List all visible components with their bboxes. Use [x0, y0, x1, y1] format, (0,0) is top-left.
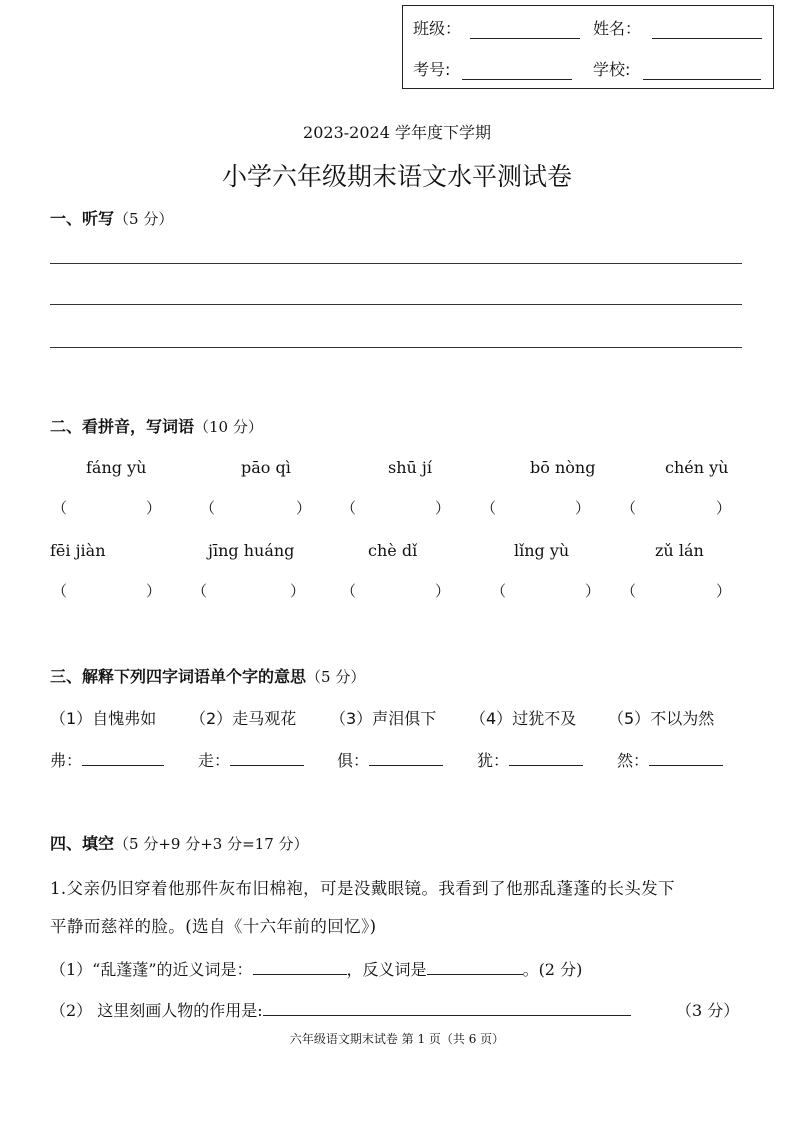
class-field[interactable] [470, 38, 580, 39]
dictation-line-3[interactable] [50, 347, 742, 348]
synonym-blank[interactable] [253, 960, 347, 975]
paren-open: （ [341, 582, 357, 600]
idiom-number: （3） [330, 709, 373, 728]
question-2 [50, 998, 631, 1021]
char-meaning-blank[interactable] [369, 751, 443, 766]
char-meaning-blank[interactable] [509, 751, 583, 766]
char-label: 俱： [337, 751, 370, 770]
section-2-heading [50, 414, 263, 437]
pinyin-item: jīng huáng [208, 541, 295, 560]
name-field[interactable] [652, 38, 762, 39]
paren-open: （ [621, 499, 637, 517]
pinyin-item: lǐng yù [514, 541, 570, 560]
pinyin-item: bō nòng [530, 458, 596, 477]
char-meaning-item [477, 748, 583, 771]
character-purpose-blank[interactable] [263, 1001, 631, 1016]
char-meaning-item [617, 748, 723, 771]
school-field[interactable] [643, 79, 761, 80]
school-label: 学校: [593, 60, 631, 79]
section-1-title: 一、听写 [50, 209, 115, 228]
idiom-number: （1） [50, 709, 93, 728]
char-label: 走： [198, 751, 231, 770]
question-2-points: （3 分） [676, 1001, 740, 1020]
pinyin-item: fēi jiàn [50, 541, 106, 560]
section-3-title: 三、解释下列四字词语单个字的意思 [50, 667, 307, 686]
idiom-item [190, 706, 296, 729]
char-meaning-item [337, 748, 443, 771]
question-1-mid: ，反义词是 [346, 960, 427, 979]
exam-no-field[interactable] [462, 79, 572, 80]
question-1-prefix: （1）“乱蓬蓬”的近义词是： [50, 960, 253, 979]
pinyin-item: fáng yù [86, 458, 147, 477]
student-info-box [402, 5, 774, 89]
idiom-item [608, 706, 714, 729]
dictation-line-1[interactable] [50, 263, 742, 264]
paren-close: ） [585, 582, 601, 600]
idiom-text: 走马观花 [232, 709, 297, 728]
section-2-points: （10 分） [194, 418, 263, 436]
char-label: 弗： [50, 751, 83, 770]
paren-open: （ [200, 499, 216, 517]
char-meaning-blank[interactable] [82, 751, 164, 766]
paren-close: ） [296, 499, 312, 517]
idiom-item [470, 706, 576, 729]
idiom-item [50, 706, 156, 729]
paren-open: （ [341, 499, 357, 517]
paren-close: ） [435, 582, 451, 600]
idiom-text: 声泪俱下 [372, 709, 437, 728]
section-1-heading [50, 206, 173, 229]
question-1-suffix: 。(2 分) [522, 960, 583, 979]
pinyin-item: chén yù [665, 458, 729, 477]
idiom-text: 过犹不及 [512, 709, 577, 728]
paren-close: ） [716, 582, 732, 600]
term-heading: 2023-2024 学年度下学期 [303, 123, 491, 142]
paren-open: （ [52, 582, 68, 600]
idiom-number: （4） [470, 709, 513, 728]
section-4-points: （5 分+9 分+3 分=17 分） [114, 835, 309, 853]
paren-close: ） [290, 582, 306, 600]
paren-close: ） [575, 499, 591, 517]
paren-open: （ [481, 499, 497, 517]
section-3-points: （5 分） [306, 668, 366, 686]
question-1 [50, 957, 582, 980]
char-meaning-blank[interactable] [230, 751, 304, 766]
paren-open: （ [621, 582, 637, 600]
class-label: 班级： [413, 19, 462, 38]
paren-open: （ [192, 582, 208, 600]
dictation-line-2[interactable] [50, 304, 742, 305]
section-2-title: 二、看拼音，写词语 [50, 417, 195, 436]
paren-close: ） [716, 499, 732, 517]
pinyin-item: shū jí [388, 458, 432, 477]
char-meaning-item [198, 748, 304, 771]
pinyin-item: chè dǐ [368, 541, 418, 560]
pinyin-item: pāo qì [241, 458, 291, 477]
idiom-number: （2） [190, 709, 233, 728]
info-row-1 [403, 8, 773, 48]
char-meaning-blank[interactable] [649, 751, 723, 766]
pinyin-item: zǔ lán [655, 541, 704, 560]
char-label: 犹： [477, 751, 510, 770]
idiom-item [330, 706, 436, 729]
section-1-points: （5 分） [114, 210, 174, 228]
exam-no-label: 考号: [413, 60, 451, 79]
page-footer: 六年级语文期末试卷 第 1 页（共 6 页） [289, 1032, 505, 1046]
passage-line-2: 平静而慈祥的脸。(选自《十六年前的回忆》) [50, 917, 377, 936]
char-meaning-item [50, 748, 164, 771]
idiom-text: 自愧弗如 [92, 709, 157, 728]
question-2-prefix: （2） 这里刻画人物的作用是: [50, 1001, 263, 1020]
paren-open: （ [491, 582, 507, 600]
passage-line-1: 1.父亲仍旧穿着他那件灰布旧棉袍，可是没戴眼镜。我看到了他那乱蓬蓬的长头发下 [50, 879, 675, 898]
section-4-title: 四、填空 [50, 834, 115, 853]
page-title: 小学六年级期末语文水平测试卷 [221, 162, 572, 191]
paren-open: （ [52, 499, 68, 517]
paren-close: ） [435, 499, 451, 517]
antonym-blank[interactable] [427, 960, 523, 975]
paren-close: ） [146, 499, 162, 517]
paren-close: ） [146, 582, 162, 600]
name-label: 姓名： [593, 19, 642, 38]
idiom-number: （5） [608, 709, 651, 728]
info-row-2 [403, 49, 773, 89]
char-label: 然： [617, 751, 650, 770]
section-4-heading [50, 831, 309, 854]
section-3-heading [50, 664, 365, 687]
idiom-text: 不以为然 [650, 709, 715, 728]
